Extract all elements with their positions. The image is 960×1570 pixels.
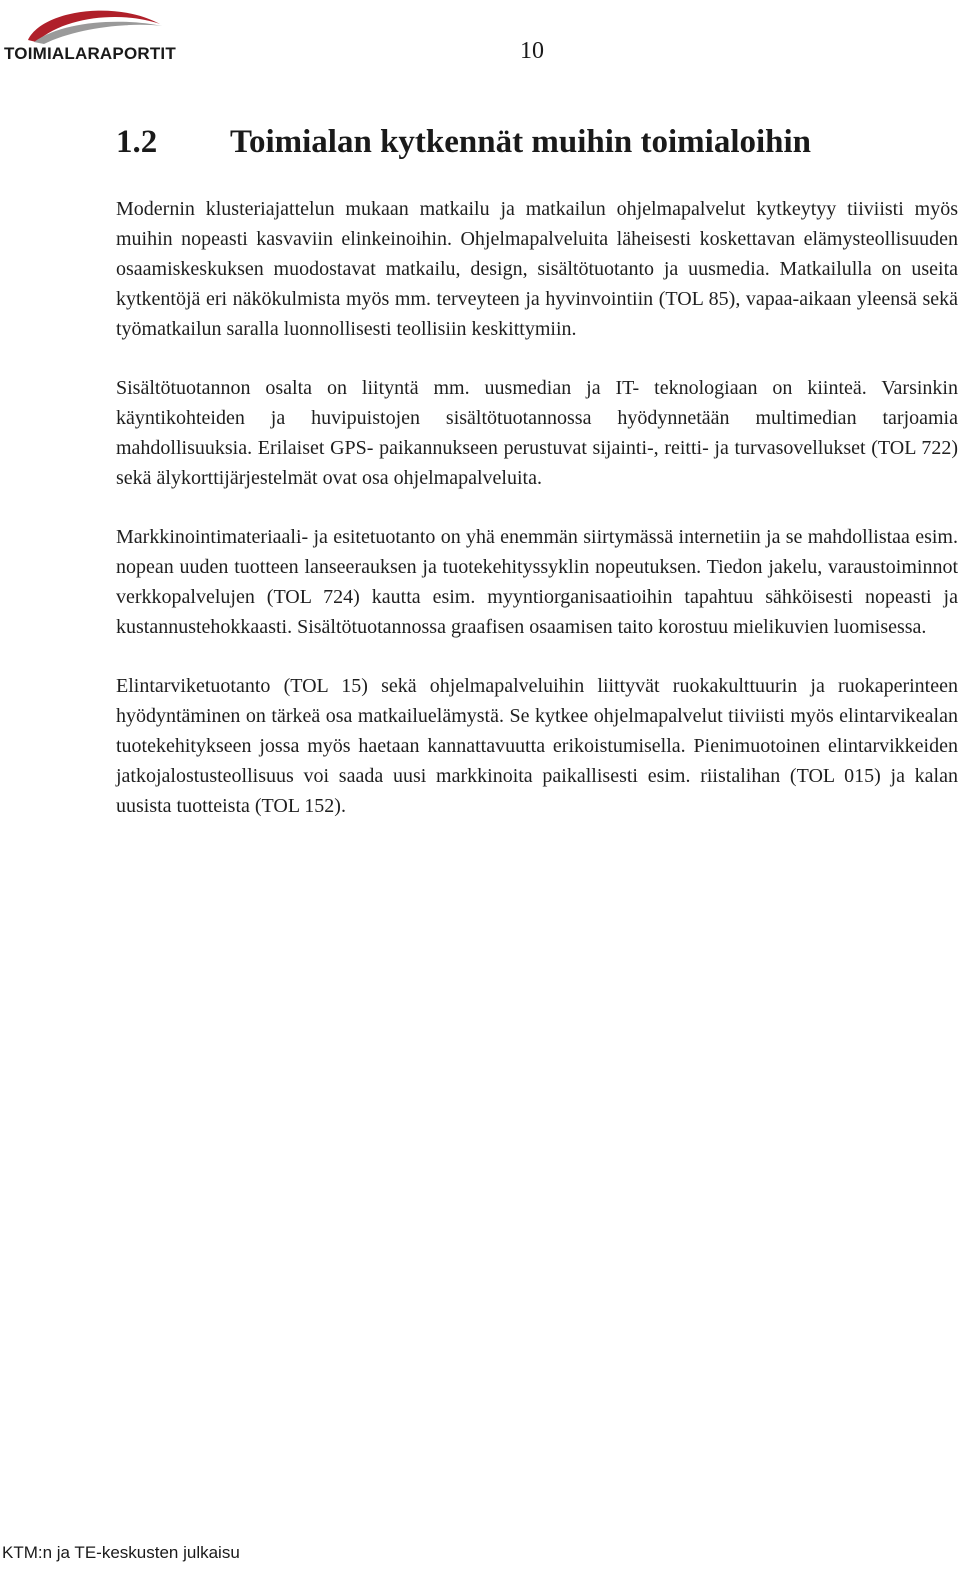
logo-swoosh-icon	[24, 2, 164, 46]
paragraph: Elintarviketuotanto (TOL 15) sekä ohjelmapalveluihin liittyvät ruokakulttuurin ja ruokaperinteen hyödyntäminen on tärkeä osa matkailuelämystä. Se kytkee ohjelmapalvelut tiiviisti myös elintarvikealan tuotekehitykseen jossa myös haetaan kannattavuutta erikoistumisella. Pienimuotoinen elintarvikkeiden jatkojalostusteollisuus voi saada uusi markkinoita paikallisesti esim. riistalihan (TOL 015) ja kalan uusista tuotteista (TOL 152).	[116, 675, 958, 817]
page-footer: KTM:n ja TE-keskusten julkaisu	[2, 1543, 240, 1562]
section-title: Toimialan kytkennät muihin toimialoihin	[230, 124, 812, 160]
logo-text: TOIMIALARAPORTIT	[4, 44, 176, 63]
section-heading	[116, 124, 811, 161]
page-number: 10	[520, 38, 544, 64]
section-number: 1.2	[116, 124, 158, 160]
page-header	[0, 0, 960, 80]
paragraph: Modernin klusteriajattelun mukaan matkailu ja matkailun ohjelmapalvelut kytkeytyy tiiviisti myös muihin nopeasti kasvaviin elinkeinoihin. Ohjelmapalveluita läheisesti koskettavan elämysteollisuuden osaamiskeskuksen muodostavat matkailu, design, sisältötuotanto ja uusmedia. Matkailulla on useita kytkentöjä eri näkökulmista myös mm. terveyteen ja hyvinvointiin (TOL 85), vapaa-aikaan yleensä sekä työmatkailun saralla luonnollisesti teollisiin keskittymiin.	[116, 198, 958, 340]
paragraph: Sisältötuotannon osalta on liityntä mm. uusmedian ja IT- teknologiaan on kiinteä. Varsinkin käyntikohteiden ja huvipuistojen sisältötuotannossa hyödynnetään multimedian tarjoamia mahdollisuuksia. Erilaiset GPS- paikannukseen perustuvat sijainti-, reitti- ja turvasovellukset (TOL 722) sekä älykorttijärjestelmät ovat osa ohjelmapalveluita.	[116, 377, 958, 489]
body-text	[116, 194, 958, 850]
paragraph: Markkinointimateriaali- ja esitetuotanto on yhä enemmän siirtymässä internetiin ja se mahdollistaa esim. nopean uuden tuotteen lanseerauksen ja tuotekehityssyklin nopeutuksen. Tiedon jakelu, varaustoiminnot verkkopalvelujen (TOL 724) kautta esim. myyntiorganisaatioihin tapahtuu sähköisesti nopeasti ja kustannustehokkaasti. Sisältötuotannossa graafisen osaamisen taito korostuu mielikuvien luomisessa.	[116, 526, 958, 638]
toimialaraportit-logo	[4, 2, 179, 66]
